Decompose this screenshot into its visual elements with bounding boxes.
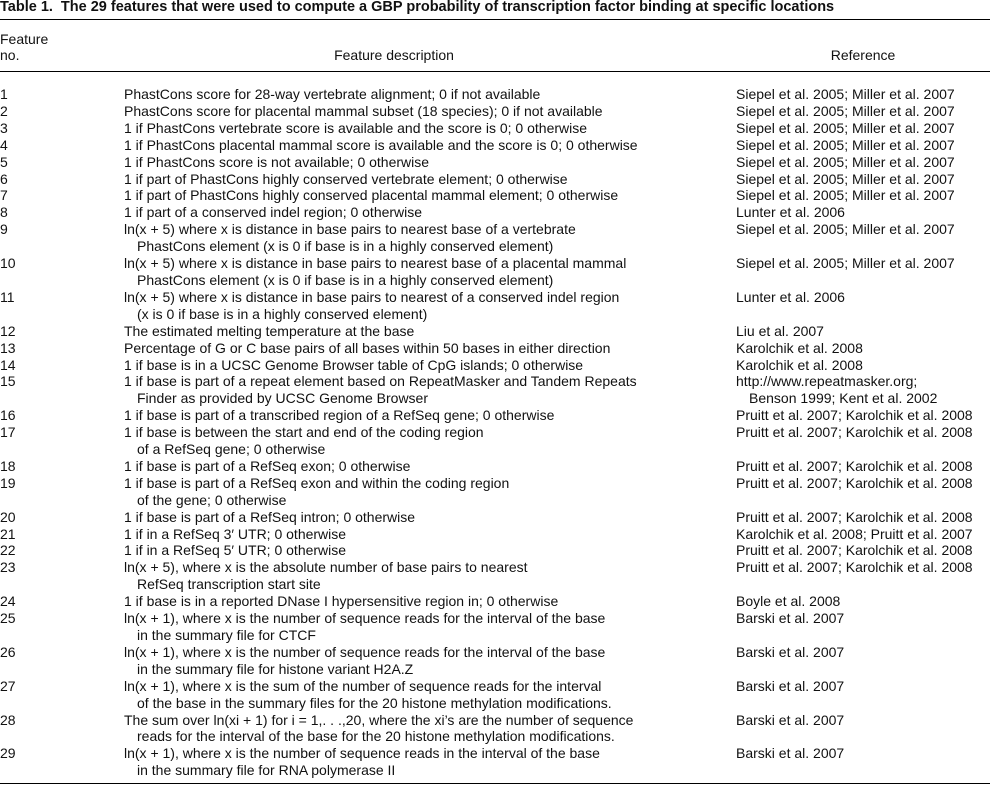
reference-line: Barski et al. 2007 — [736, 677, 845, 694]
reference-line: Siepel et al. 2005; Miller et al. 2007 — [736, 255, 955, 272]
feature-reference — [736, 86, 990, 103]
feature-reference — [736, 154, 990, 171]
table-row — [0, 137, 990, 154]
feature-number: 24 — [0, 593, 16, 610]
table-row — [0, 745, 990, 779]
description-line: ln(x + 1), where x is the sum of the number of sequence reads for the interval — [124, 677, 602, 694]
feature-description — [124, 289, 728, 323]
table-row — [0, 475, 990, 509]
table-row — [0, 593, 990, 610]
description-line: ln(x + 5), where x is the absolute number of base pairs to nearest — [124, 559, 528, 576]
reference-line: Barski et al. 2007 — [736, 610, 845, 627]
feature-number: 4 — [0, 136, 8, 153]
feature-description — [124, 407, 728, 424]
feature-description — [124, 373, 728, 407]
table-row — [0, 86, 990, 103]
reference-line: Pruitt et al. 2007; Karolchik et al. 2008 — [736, 457, 973, 474]
reference-line: Lunter et al. 2006 — [736, 288, 845, 305]
top-rule — [0, 19, 990, 20]
feature-reference — [736, 509, 990, 526]
header-feature-no-line1: Feature — [0, 31, 49, 47]
description-line: 1 if PhastCons vertebrate score is available and the score is 0; 0 otherwise — [124, 119, 588, 136]
feature-description — [124, 154, 728, 171]
feature-number: 14 — [0, 356, 16, 373]
feature-description — [124, 559, 728, 593]
table-body — [0, 86, 990, 779]
reference-line: http://www.repeatmasker.org; — [736, 373, 918, 390]
feature-reference — [736, 593, 990, 610]
feature-number: 17 — [0, 424, 16, 441]
feature-reference — [736, 373, 990, 407]
feature-reference — [736, 678, 990, 695]
feature-number: 19 — [0, 474, 16, 491]
feature-number: 26 — [0, 643, 16, 660]
feature-reference — [736, 204, 990, 221]
description-line: The sum over ln(xi + 1) for i = 1,. . .,20, where the xi’s are the number of sequence — [124, 711, 634, 728]
feature-reference — [736, 644, 990, 661]
reference-line: Siepel et al. 2005; Miller et al. 2007 — [736, 153, 955, 170]
table-row — [0, 610, 990, 644]
feature-description — [124, 221, 728, 255]
table-row — [0, 187, 990, 204]
feature-description — [124, 526, 728, 543]
feature-description — [124, 255, 728, 289]
feature-description — [124, 187, 728, 204]
table-row — [0, 357, 990, 374]
description-line: RefSeq transcription start site — [137, 576, 321, 593]
description-line: 1 if in a RefSeq 5′ UTR; 0 otherwise — [124, 542, 347, 559]
description-line: of the gene; 0 otherwise — [137, 491, 287, 508]
feature-reference — [736, 458, 990, 475]
feature-description — [124, 475, 728, 509]
feature-reference — [736, 137, 990, 154]
feature-number: 27 — [0, 677, 16, 694]
description-line: 1 if in a RefSeq 3′ UTR; 0 otherwise — [124, 525, 347, 542]
description-line: 1 if part of PhastCons highly conserved placental mammal element; 0 otherwise — [124, 187, 619, 204]
feature-number: 3 — [0, 119, 8, 136]
description-line: 1 if PhastCons placental mammal score is available and the score is 0; 0 otherwise — [124, 136, 638, 153]
table-row — [0, 373, 990, 407]
feature-number: 23 — [0, 559, 16, 576]
table-row — [0, 154, 990, 171]
header-reference: Reference — [830, 47, 896, 63]
description-line: 1 if part of a conserved indel region; 0 otherwise — [124, 204, 423, 221]
table-row — [0, 424, 990, 458]
bottom-rule — [0, 783, 990, 784]
reference-line: Siepel et al. 2005; Miller et al. 2007 — [736, 119, 955, 136]
feature-reference — [736, 221, 990, 238]
table-row — [0, 340, 990, 357]
description-line: ln(x + 5) where x is distance in base pairs to nearest base of a vertebrate — [124, 221, 576, 238]
reference-line: Siepel et al. 2005; Miller et al. 2007 — [736, 86, 955, 102]
feature-reference — [736, 171, 990, 188]
feature-description — [124, 509, 728, 526]
feature-number: 7 — [0, 187, 8, 204]
feature-number: 20 — [0, 508, 16, 525]
table-row — [0, 204, 990, 221]
table-row — [0, 120, 990, 137]
feature-number: 8 — [0, 204, 8, 221]
description-line: ln(x + 1), where x is the number of sequence reads in the interval of the base — [124, 745, 600, 762]
description-line: 1 if base is part of a RefSeq exon and within the coding region — [124, 474, 510, 491]
reference-line: Boyle et al. 2008 — [736, 593, 841, 610]
feature-description — [124, 542, 728, 559]
feature-number: 18 — [0, 457, 16, 474]
feature-reference — [736, 323, 990, 340]
reference-line: Barski et al. 2007 — [736, 711, 845, 728]
description-line: ln(x + 5) where x is distance in base pairs to nearest of a conserved indel region — [124, 288, 620, 305]
feature-description — [124, 357, 728, 374]
description-line: reads for the interval of the base for the 20 histone methylation modifications. — [137, 728, 615, 745]
feature-reference — [736, 340, 990, 357]
table-row — [0, 542, 990, 559]
header-description: Feature description — [334, 47, 454, 63]
feature-number: 10 — [0, 255, 16, 272]
table-caption — [0, 0, 990, 15]
reference-line: Pruitt et al. 2007; Karolchik et al. 2008 — [736, 424, 973, 441]
reference-line: Liu et al. 2007 — [736, 322, 824, 339]
feature-number: 21 — [0, 525, 16, 542]
feature-reference — [736, 526, 990, 543]
description-line: 1 if part of PhastCons highly conserved vertebrate element; 0 otherwise — [124, 170, 568, 187]
description-line: PhastCons element (x is 0 if base is in a highly conserved element) — [137, 271, 554, 288]
feature-description — [124, 745, 728, 779]
feature-reference — [736, 424, 990, 441]
table-row — [0, 289, 990, 323]
header-feature-no — [0, 31, 80, 63]
feature-description — [124, 86, 728, 103]
table-row — [0, 171, 990, 188]
reference-line: Benson 1999; Kent et al. 2002 — [749, 390, 938, 407]
reference-line: Siepel et al. 2005; Miller et al. 2007 — [736, 170, 955, 187]
description-line: (x is 0 if base is in a highly conserved element) — [137, 305, 428, 322]
feature-reference — [736, 407, 990, 424]
description-line: ln(x + 5) where x is distance in base pairs to nearest base of a placental mammal — [124, 255, 627, 272]
reference-line: Lunter et al. 2006 — [736, 204, 845, 221]
reference-line: Siepel et al. 2005; Miller et al. 2007 — [736, 187, 955, 204]
reference-line: Barski et al. 2007 — [736, 745, 845, 762]
feature-description — [124, 678, 728, 712]
feature-description — [124, 458, 728, 475]
table-row — [0, 103, 990, 120]
feature-number: 1 — [0, 86, 8, 102]
table-row — [0, 712, 990, 746]
table-row — [0, 509, 990, 526]
description-line: ln(x + 1), where x is the number of sequence reads for the interval of the base — [124, 610, 606, 627]
feature-number: 12 — [0, 322, 16, 339]
table-row — [0, 678, 990, 712]
feature-description — [124, 340, 728, 357]
table-row — [0, 526, 990, 543]
description-line: 1 if base is part of a RefSeq intron; 0 otherwise — [124, 508, 416, 525]
feature-description — [124, 593, 728, 610]
description-line: of the base in the summary files for the 20 histone methylation modifications. — [137, 694, 612, 711]
table-row — [0, 255, 990, 289]
table-row — [0, 559, 990, 593]
description-line: PhastCons score for placental mammal subset (18 species); 0 if not available — [124, 102, 603, 119]
feature-number: 16 — [0, 407, 16, 424]
feature-number: 25 — [0, 610, 16, 627]
reference-line: Pruitt et al. 2007; Karolchik et al. 2008 — [736, 508, 973, 525]
feature-number: 29 — [0, 745, 16, 762]
description-line: of a RefSeq gene; 0 otherwise — [137, 441, 326, 458]
reference-line: Pruitt et al. 2007; Karolchik et al. 2008 — [736, 474, 973, 491]
reference-line: Karolchik et al. 2008 — [736, 356, 863, 373]
feature-reference — [736, 475, 990, 492]
feature-reference — [736, 610, 990, 627]
feature-reference — [736, 255, 990, 272]
header-feature-no-line2: no. — [0, 47, 20, 63]
description-line: ln(x + 1), where x is the number of sequence reads for the interval of the base — [124, 643, 606, 660]
description-line: 1 if base is in a reported DNase I hypersensitive region in; 0 otherwise — [124, 593, 559, 610]
feature-reference — [736, 120, 990, 137]
reference-line: Karolchik et al. 2008 — [736, 339, 863, 356]
feature-reference — [736, 187, 990, 204]
feature-number: 2 — [0, 102, 8, 119]
feature-description — [124, 171, 728, 188]
reference-line: Barski et al. 2007 — [736, 643, 845, 660]
description-line: Finder as provided by UCSC Genome Browser — [137, 390, 429, 407]
feature-number: 6 — [0, 170, 8, 187]
table-row — [0, 407, 990, 424]
description-line: The estimated melting temperature at the base — [124, 322, 415, 339]
table-row — [0, 458, 990, 475]
description-line: 1 if base is part of a transcribed region of a RefSeq gene; 0 otherwise — [124, 407, 555, 424]
reference-line: Siepel et al. 2005; Miller et al. 2007 — [736, 102, 955, 119]
feature-reference — [736, 103, 990, 120]
table-label: Table 1. — [0, 0, 53, 15]
feature-reference — [736, 542, 990, 559]
description-line: in the summary file for RNA polymerase II — [137, 762, 396, 779]
feature-reference — [736, 559, 990, 576]
feature-description — [124, 120, 728, 137]
description-line: in the summary file for CTCF — [137, 627, 316, 643]
feature-number: 28 — [0, 711, 16, 728]
feature-description — [124, 424, 728, 458]
description-line: 1 if PhastCons score is not available; 0 otherwise — [124, 153, 430, 170]
feature-description — [124, 712, 728, 746]
feature-reference — [736, 289, 990, 306]
table-row — [0, 644, 990, 678]
description-line: 1 if base is part of a RefSeq exon; 0 otherwise — [124, 457, 411, 474]
reference-line: Karolchik et al. 2008; Pruitt et al. 2007 — [736, 525, 973, 542]
table-row — [0, 221, 990, 255]
feature-number: 22 — [0, 542, 16, 559]
reference-line: Siepel et al. 2005; Miller et al. 2007 — [736, 221, 955, 238]
feature-description — [124, 137, 728, 154]
feature-description — [124, 644, 728, 678]
feature-reference — [736, 712, 990, 729]
reference-line: Siepel et al. 2005; Miller et al. 2007 — [736, 136, 955, 153]
description-line: 1 if base is part of a repeat element based on RepeatMasker and Tandem Repeats — [124, 373, 637, 390]
feature-number: 13 — [0, 339, 16, 356]
description-line: 1 if base is between the start and end of the coding region — [124, 424, 484, 441]
feature-reference — [736, 745, 990, 762]
feature-description — [124, 204, 728, 221]
reference-line: Pruitt et al. 2007; Karolchik et al. 2008 — [736, 542, 973, 559]
feature-number: 11 — [0, 288, 15, 305]
description-line: Percentage of G or C base pairs of all bases within 50 bases in either direction — [124, 339, 611, 356]
reference-line: Pruitt et al. 2007; Karolchik et al. 2008 — [736, 407, 973, 424]
reference-line: Pruitt et al. 2007; Karolchik et al. 2008 — [736, 559, 973, 576]
description-line: PhastCons element (x is 0 if base is in a highly conserved element) — [137, 238, 554, 255]
feature-number: 15 — [0, 373, 16, 390]
feature-description — [124, 610, 728, 644]
feature-description — [124, 103, 728, 120]
header-rule — [0, 71, 990, 72]
description-line: PhastCons score for 28-way vertebrate alignment; 0 if not available — [124, 86, 541, 102]
feature-number: 5 — [0, 153, 8, 170]
description-line: 1 if base is in a UCSC Genome Browser table of CpG islands; 0 otherwise — [124, 356, 584, 373]
table-row — [0, 323, 990, 340]
feature-reference — [736, 357, 990, 374]
feature-number: 9 — [0, 221, 8, 238]
feature-description — [124, 323, 728, 340]
table-title: The 29 features that were used to compute a GBP probability of transcription factor binding at specific locations — [60, 0, 835, 15]
description-line: in the summary file for histone variant H2A.Z — [137, 660, 414, 677]
